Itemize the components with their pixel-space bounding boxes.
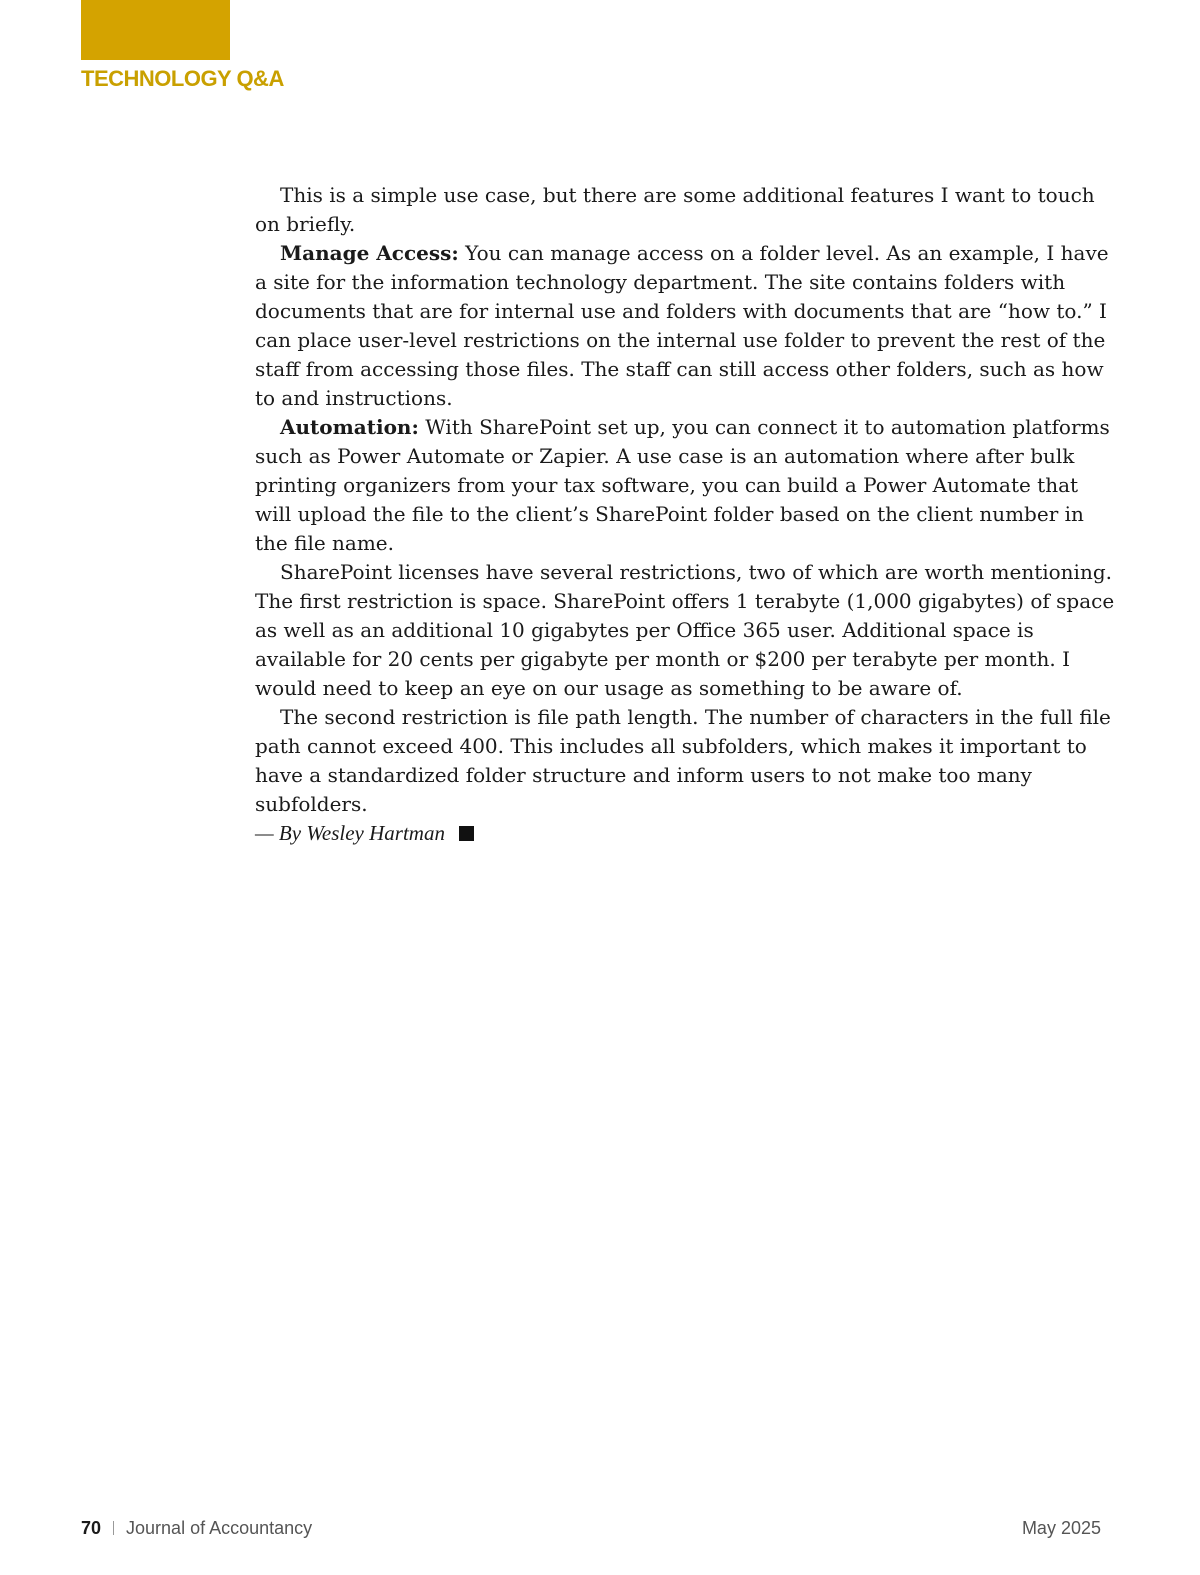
paragraph [255,413,1115,558]
page-footer [81,1518,1101,1539]
paragraph [255,181,1115,239]
article-body [255,181,1115,848]
paragraph-lead: Manage Access: [280,241,459,265]
paragraph-text: With SharePoint set up, you can connect it to automation platforms such as Power Automate or Zapier. A use case is an automation where after bulk printing organizers from your tax software, you can build a Power Automate that will upload the file to the client’s SharePoint folder based on the client number in the file name. [255,415,1110,555]
paragraph [255,239,1115,413]
paragraph-text: You can manage access on a folder level. As an example, I have a site for the information technology department. The site contains folders with documents that are for internal use and folders with documents that are “how to.” I can place user-level restrictions on the internal use folder to prevent the rest of the staff from accessing those files. The staff can still access other folders, such as how to and instructions. [255,241,1109,410]
paragraph [255,558,1115,703]
paragraph [255,703,1115,819]
byline-text: — By Wesley Hartman [255,821,445,845]
section-label: TECHNOLOGY Q&A [81,66,284,91]
paragraph-text: SharePoint licenses have several restrictions, two of which are worth mentioning. The first restriction is space. SharePoint offers 1 terabyte (1,000 gigabytes) of space as well as an additional 10 gigabytes per Office 365 user. Additional space is available for 20 cents per gigabyte per month or $200 per terabyte per month. I would need to keep an eye on our usage as something to be aware of. [255,560,1115,700]
issue-date: May 2025 [1021,1518,1101,1538]
paragraph-lead: Automation: [280,415,419,439]
section-accent-block [81,0,230,60]
footer-divider [113,1521,114,1535]
page-number: 70 [81,1518,102,1538]
byline [255,819,1115,848]
paragraph-text: The second restriction is file path length. The number of characters in the full file path cannot exceed 400. This includes all subfolders, which makes it important to have a standardized folder structure and inform users to not make too many subfolders. [255,705,1111,816]
publication-name: Journal of Accountancy [126,1518,313,1538]
end-of-article-icon [459,826,474,841]
paragraph-text: This is a simple use case, but there are some additional features I want to touch on briefly. [255,183,1095,236]
